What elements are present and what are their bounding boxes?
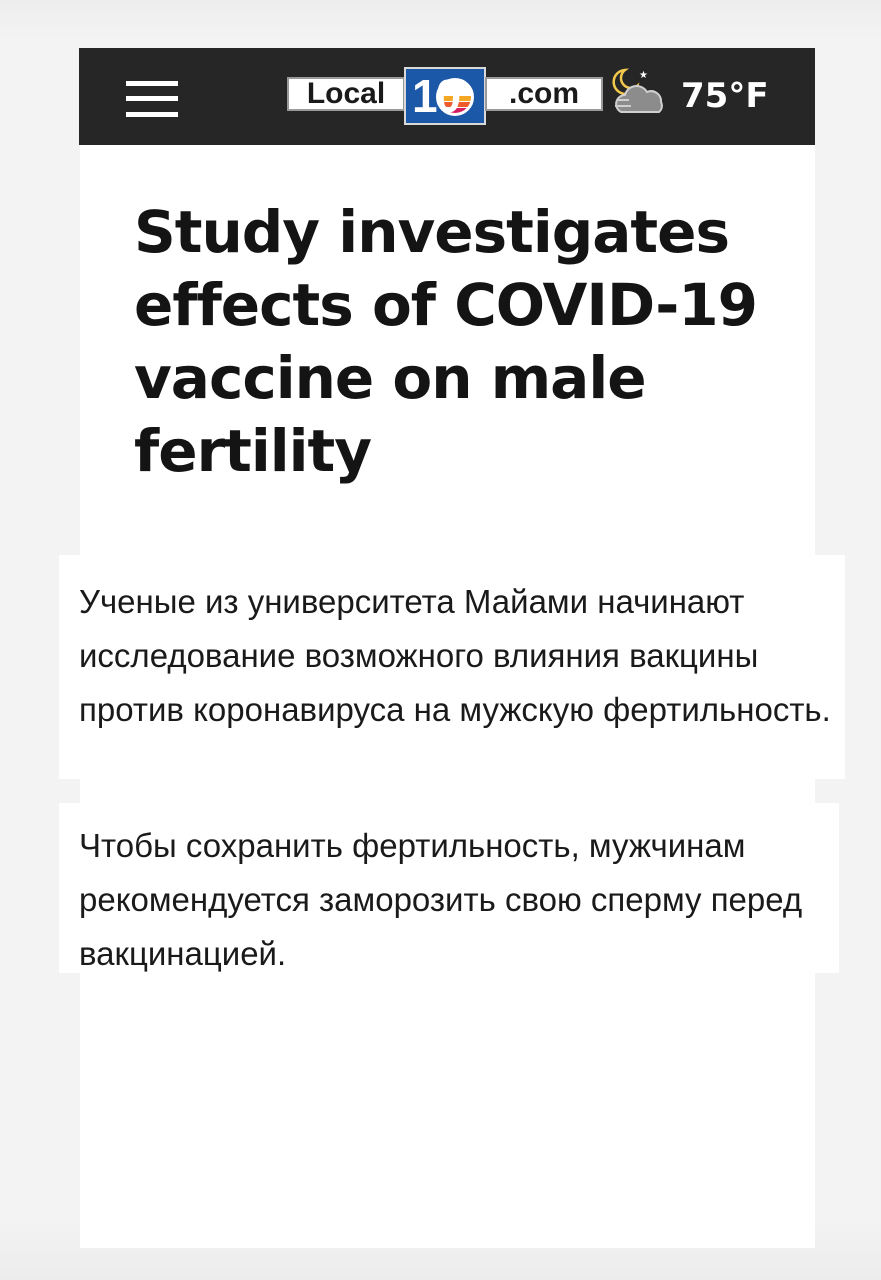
site-header <box>79 48 815 145</box>
logo-number: 10 <box>412 70 460 122</box>
logo-local-text: Local <box>287 77 405 111</box>
logo-com-text: .com <box>485 77 603 111</box>
article-headline: Study investigates effects of COVID-19 vaccine on male fertility <box>134 198 758 485</box>
temperature-readout: 75°F <box>681 76 769 116</box>
cloudy-night-icon <box>611 66 669 118</box>
hamburger-menu-icon[interactable] <box>126 81 178 117</box>
caption-block: Чтобы сохранить фертильность, мужчинам рекомендуется заморозить свою сперму перед вакцинацией. <box>59 803 839 973</box>
logo-ten-badge <box>404 67 486 125</box>
svg-text:★: ★ <box>639 70 648 81</box>
caption-block: Ученые из университета Майами начинают исследование возможного влияния вакцины против коронавируса на мужскую фертильность. <box>59 555 845 779</box>
site-logo[interactable] <box>287 67 607 125</box>
